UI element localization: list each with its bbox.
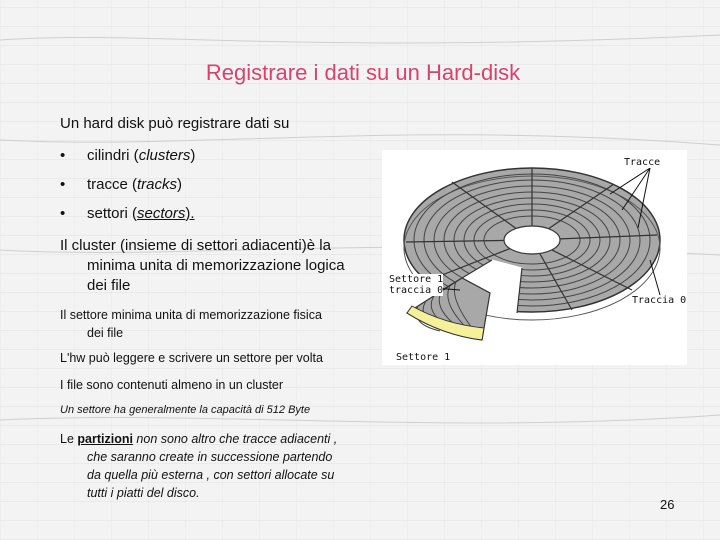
bullet-symbol: • xyxy=(60,176,66,193)
bullet-tail: ) xyxy=(177,176,183,193)
bullet-symbol: • xyxy=(60,205,66,222)
bullet-tail: ). xyxy=(185,205,195,222)
settore-line-2: dei file xyxy=(87,326,124,340)
label-settore1: Settore 1 xyxy=(396,352,451,363)
cluster-line-1: Il cluster (insieme di settori adiacenti)è la xyxy=(60,237,331,254)
partizioni-le: Le xyxy=(60,432,78,446)
bullet-list xyxy=(60,147,195,234)
partizioni-line-4: tutti i piatti del disco. xyxy=(87,486,200,500)
bullet-italic: tracks xyxy=(137,176,178,193)
hw-paragraph: L'hw può leggere e scrivere un settore per volta xyxy=(60,351,323,365)
intro-text: Un hard disk può registrare dati su xyxy=(60,115,290,132)
label-settore1-traccia0 xyxy=(389,274,443,296)
settore-paragraph xyxy=(60,306,370,342)
label-settore1-line: Settore 1 xyxy=(389,274,444,285)
bullet-tracce xyxy=(60,176,195,205)
page-number: 26 xyxy=(660,497,675,512)
label-tracce: Tracce xyxy=(624,157,661,168)
slide-title: Registrare i dati su un Hard-disk xyxy=(205,60,521,85)
cluster-line-2: minima unita di memorizzazione logica xyxy=(87,257,345,274)
partizioni-line-1-rest: non sono altro che tracce adiacenti , xyxy=(132,432,338,446)
disk-hub xyxy=(504,226,560,254)
label-traccia0: Traccia 0 xyxy=(632,295,687,306)
hard-disk-diagram xyxy=(382,150,687,365)
bullet-italic: clusters xyxy=(138,147,191,164)
bullet-text: settori ( xyxy=(87,205,138,222)
settore-512-paragraph: Un settore ha generalmente la capacità di 512 Byte xyxy=(60,404,311,416)
bullet-italic: sectors xyxy=(137,205,186,222)
settore-line-1: Il settore minima unita di memorizzazione fisica xyxy=(60,308,322,322)
cluster-paragraph xyxy=(60,236,390,296)
bullet-settori xyxy=(60,205,195,234)
partizioni-line-1 xyxy=(60,430,400,448)
label-traccia0-line: traccia 0 xyxy=(389,285,444,296)
bullet-text: tracce ( xyxy=(87,176,138,193)
partizioni-line-3: da quella più esterna , con settori allocate su xyxy=(87,468,335,482)
bullet-symbol: • xyxy=(60,147,66,164)
partizioni-paragraph xyxy=(60,430,400,502)
bullet-text: cilindri ( xyxy=(87,147,139,164)
bullet-cilindri xyxy=(60,147,195,176)
bullet-tail: ) xyxy=(190,147,196,164)
file-paragraph: I file sono contenuti almeno in un cluster xyxy=(60,378,284,392)
disk-svg xyxy=(382,150,687,365)
partizioni-keyword: partizioni xyxy=(77,432,133,446)
partizioni-line-2: che saranno create in successione partendo xyxy=(87,450,333,464)
cluster-line-3: dei file xyxy=(87,277,131,294)
